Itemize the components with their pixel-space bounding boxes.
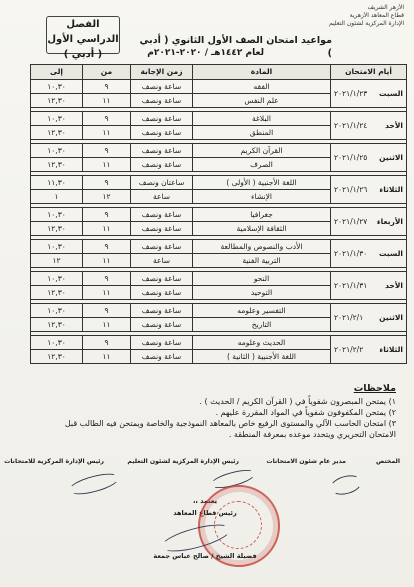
subject-cell: القرآن الكريم xyxy=(193,144,331,158)
start-time-cell: ٩ xyxy=(83,208,131,222)
end-time-cell: ١٢,٣٠ xyxy=(31,350,83,364)
subject-cell: الإنشاء xyxy=(193,190,331,204)
exam-date: ٢٠٢١/١/٢٥ xyxy=(334,152,368,162)
subject-cell: التاريخ xyxy=(193,318,331,332)
notes-title: ملاحظات xyxy=(353,383,396,394)
duration-cell: ساعة ونصف xyxy=(131,158,193,172)
signature-exams-director: مدير عام شئون الامتحانات xyxy=(266,458,346,465)
duration-cell: ساعة ونصف xyxy=(131,94,193,108)
exam-schedule-table xyxy=(30,64,407,364)
end-time-cell: ١٢,٣٠ xyxy=(31,126,83,140)
exam-day: السبت xyxy=(378,248,403,258)
end-time-cell: ١٢ xyxy=(31,254,83,268)
subject-cell: التوحيد xyxy=(193,286,331,300)
end-time-cell: ١٠,٣٠ xyxy=(31,144,83,158)
duration-cell: ساعة ونصف xyxy=(131,222,193,236)
start-time-cell: ١١ xyxy=(83,286,131,300)
table-row xyxy=(31,336,407,350)
subject-cell: الأدب والنصوص والمطالعة xyxy=(193,240,331,254)
end-time-cell: ١٢,٣٠ xyxy=(31,158,83,172)
exam-date: ٢٠٢١/١/٣١ xyxy=(334,280,368,290)
start-time-cell: ١١ xyxy=(83,94,131,108)
table-row xyxy=(31,208,407,222)
exam-day-cell xyxy=(331,304,407,332)
subject-cell: النحو xyxy=(193,272,331,286)
header-from: من xyxy=(83,65,131,80)
table-row xyxy=(31,304,407,318)
duration-cell: ساعة xyxy=(131,190,193,204)
start-time-cell: ١١ xyxy=(83,126,131,140)
start-time-cell: ١١ xyxy=(83,350,131,364)
subject-cell: المنطق xyxy=(193,126,331,140)
duration-cell: ساعة ونصف xyxy=(131,304,193,318)
start-time-cell: ١١ xyxy=(83,318,131,332)
table-row xyxy=(31,272,407,286)
start-time-cell: ٩ xyxy=(83,144,131,158)
start-time-cell: ١١ xyxy=(83,254,131,268)
duration-cell: ساعة ونصف xyxy=(131,286,193,300)
subject-cell: الحديث وعلومه xyxy=(193,336,331,350)
approver-name: فضيلة الشيخ / صالح عباس جمعة xyxy=(153,552,257,560)
duration-cell: ساعتان ونصف xyxy=(131,176,193,190)
note-item: ١) يمتحن المبصرون شفوياً في ( القرآن الكريم / الحديث ) . xyxy=(199,397,396,406)
subject-cell: اللغة الأجنبية ( الأولى ) xyxy=(193,176,331,190)
handwritten-signature xyxy=(328,472,364,498)
end-time-cell: ١٠,٣٠ xyxy=(31,240,83,254)
exam-day: الاثنين xyxy=(379,152,403,162)
start-time-cell: ١١ xyxy=(83,222,131,236)
signature-row xyxy=(4,458,404,470)
duration-cell: ساعة ونصف xyxy=(131,318,193,332)
start-time-cell: ٩ xyxy=(83,112,131,126)
exam-day-cell xyxy=(331,272,407,300)
start-time-cell: ٩ xyxy=(83,80,131,94)
duration-cell: ساعة ونصف xyxy=(131,240,193,254)
header-to: إلى xyxy=(31,65,83,80)
approver-title: رئيس قطاع المعاهد xyxy=(173,509,237,517)
exam-date: ٢٠٢١/١/٢٦ xyxy=(334,184,368,194)
header-duration: زمن الإجابة xyxy=(131,65,193,80)
subject-cell: الفقه xyxy=(193,80,331,94)
end-time-cell: ١٠,٣٠ xyxy=(31,336,83,350)
end-time-cell: ١٠,٣٠ xyxy=(31,304,83,318)
handwritten-signature xyxy=(67,470,121,499)
logo-line-3: الإدارة المركزية لشئون التعليم xyxy=(328,20,404,27)
logo-line-2: قطاع المعاهد الأزهرية xyxy=(349,12,404,19)
exam-day-cell xyxy=(331,80,407,108)
schedule-title: مواعيد امتحان الصف الأول الثانوي ( أدبي ) xyxy=(139,35,332,59)
subject-cell: البلاغة xyxy=(193,112,331,126)
subject-cell: التربية الفنية xyxy=(193,254,331,268)
signature-specialist: المختص xyxy=(375,458,400,465)
exam-day-cell xyxy=(331,240,407,268)
end-time-cell: ١٢,٣٠ xyxy=(31,222,83,236)
logo-line-1: الأزهر الشريف xyxy=(367,4,404,11)
note-item: ٣) امتحان الحاسب الآلي والمستوى الرفيع خاص بالمعاهد النموذجية والخاصة ويمتحن فيه الطالب قبل xyxy=(64,419,396,428)
exam-day-cell xyxy=(331,112,407,140)
table-row xyxy=(31,240,407,254)
exam-day-cell xyxy=(331,176,407,204)
subject-cell: الصرف xyxy=(193,158,331,172)
exam-day: الاثنين xyxy=(379,312,403,322)
duration-cell: ساعة ونصف xyxy=(131,208,193,222)
notes-section xyxy=(16,383,396,440)
subject-cell: اللغة الأجنبية ( الثانية ) xyxy=(193,350,331,364)
exam-date: ٢٠٢١/١/٢٧ xyxy=(334,216,368,226)
exam-day: الثلاثاء xyxy=(379,344,403,354)
end-time-cell: ١ xyxy=(31,190,83,204)
duration-cell: ساعة ونصف xyxy=(131,272,193,286)
duration-cell: ساعة xyxy=(131,254,193,268)
end-time-cell: ١٠,٣٠ xyxy=(31,272,83,286)
table-row xyxy=(31,112,407,126)
duration-cell: ساعة ونصف xyxy=(131,126,193,140)
end-time-cell: ١٠,٣٠ xyxy=(31,112,83,126)
exam-date: ٢٠٢١/٢/٢ xyxy=(334,344,364,354)
azhar-logo-text xyxy=(324,4,404,28)
subject-cell: جغرافيا xyxy=(193,208,331,222)
subject-cell: الثقافة الإسلامية xyxy=(193,222,331,236)
exam-date: ٢٠٢١/١/٢٤ xyxy=(334,120,368,130)
end-time-cell: ١٢,٣٠ xyxy=(31,286,83,300)
subject-cell: علم النفس xyxy=(193,94,331,108)
header-subject: المادة xyxy=(193,65,331,80)
table-row xyxy=(31,80,407,94)
header-days: أيام الامتحان xyxy=(331,65,407,80)
start-time-cell: ٩ xyxy=(83,336,131,350)
section-label: ( أدبي ) xyxy=(63,49,103,60)
exam-date: ٢٠٢١/١/٢٣ xyxy=(334,88,368,98)
duration-cell: ساعة ونصف xyxy=(131,144,193,158)
exam-date: ٢٠٢١/٢/١ xyxy=(334,312,364,322)
end-time-cell: ١٢,٣٠ xyxy=(31,94,83,108)
start-time-cell: ١١ xyxy=(83,158,131,172)
duration-cell: ساعة ونصف xyxy=(131,112,193,126)
start-time-cell: ٩ xyxy=(83,240,131,254)
end-time-cell: ١٠,٣٠ xyxy=(31,208,83,222)
note-item: الامتحان التحريري ويتحدد موعده بمعرفة المنطقة . xyxy=(228,430,396,439)
exam-date: ٢٠٢١/١/٣٠ xyxy=(334,248,368,258)
exam-day: الأحد xyxy=(385,120,403,130)
signature-exams-head: رئيس الإدارة المركزية للامتحانات xyxy=(4,458,104,465)
term-box xyxy=(46,16,120,60)
start-time-cell: ٩ xyxy=(83,304,131,318)
end-time-cell: ١٠,٣٠ xyxy=(31,80,83,94)
academic-year: لعام ١٤٤٢هـ / ٢٠٢٠-٢٠٢١م xyxy=(147,48,264,58)
duration-cell: ساعة ونصف xyxy=(131,336,193,350)
approval-label: يعتمد ،، xyxy=(192,497,218,505)
duration-cell: ساعة ونصف xyxy=(131,350,193,364)
exam-day: الأحد xyxy=(385,280,403,290)
end-time-cell: ١٢,٣٠ xyxy=(31,318,83,332)
start-time-cell: ١٢ xyxy=(83,190,131,204)
term-label: الفصل الدراسي الأول xyxy=(47,19,119,45)
note-item: ٢) يمتحن المكفوفون شفوياً في المواد المقررة عليهم . xyxy=(215,408,396,417)
exam-day: الثلاثاء xyxy=(379,184,403,194)
start-time-cell: ٩ xyxy=(83,176,131,190)
start-time-cell: ٩ xyxy=(83,272,131,286)
exam-day-cell xyxy=(331,336,407,364)
subject-cell: التفسير وعلومه xyxy=(193,304,331,318)
table-row xyxy=(31,176,407,190)
exam-day-cell xyxy=(331,208,407,236)
table-header-row xyxy=(31,65,407,80)
signature-education-head: رئيس الإدارة المركزية لشئون التعليم xyxy=(127,458,239,465)
exam-day: الأربعاء xyxy=(376,216,403,226)
end-time-cell: ١١,٣٠ xyxy=(31,176,83,190)
table-body xyxy=(31,80,407,364)
table-row xyxy=(31,144,407,158)
exam-day: السبت xyxy=(378,88,403,98)
exam-day-cell xyxy=(331,144,407,172)
duration-cell: ساعة ونصف xyxy=(131,80,193,94)
